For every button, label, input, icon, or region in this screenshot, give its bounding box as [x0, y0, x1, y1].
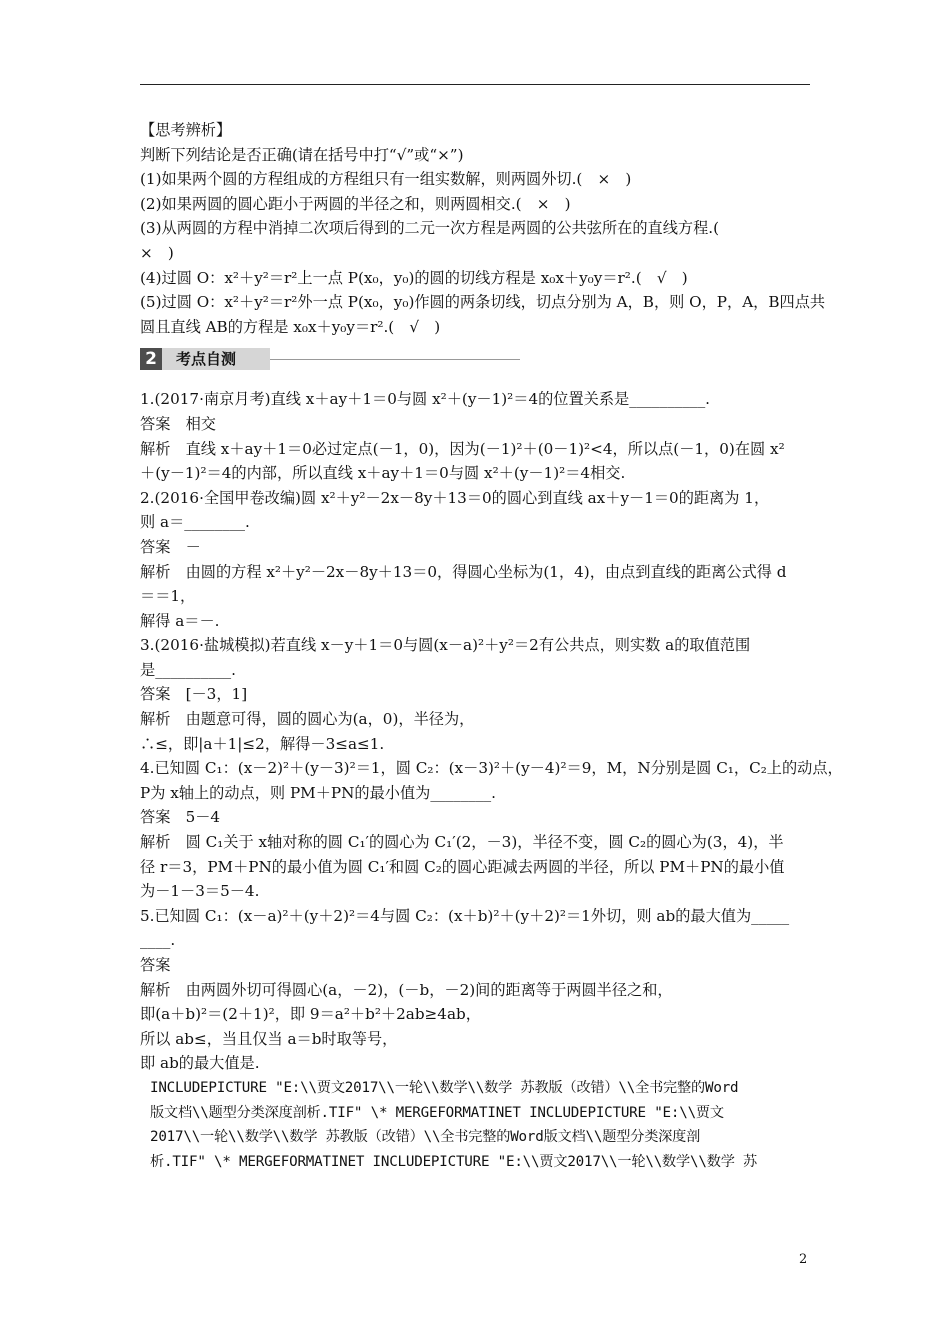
section-header — [140, 345, 820, 375]
text-line: 径 r＝3，PM＋PN的最小值为圆 C₁′和圆 C₂的圆心距减去两圆的半径，所以 PM＋PN的最小值 — [140, 857, 785, 876]
text-line: 为－1－3＝5－4. — [140, 882, 260, 901]
text-line: P为 x轴上的动点，则 PM＋PN的最小值为________. — [140, 783, 496, 802]
field-code-line: 2017\\一轮\\数学\\数学 苏教版（改错）\\全书完整的Word版文档\\题型分类深度剖 — [150, 1129, 701, 1146]
field-code-block — [140, 1076, 820, 1174]
text-line: 所以 ab≤，当且仅当 a＝b时取等号， — [140, 1029, 398, 1048]
text-line: ＋(y－1)²＝4的内部，所以直线 x＋ay＋1＝0与圆 x²＋(y－1)²＝4相交. — [140, 464, 626, 483]
field-code-line: INCLUDEPICTURE "E:\\贾文2017\\一轮\\数学\\数学 苏教版（改错）\\全书完整的Word — [150, 1079, 739, 1096]
text-line: 5.已知圆 C₁：(x－a)²＋(y＋2)²＝4与圆 C₂：(x＋b)²＋(y＋2)²＝1外切，则 ab的最大值为_____ — [140, 906, 790, 925]
text-line: 解析 由两圆外切可得圆心(a，－2)，(－b，－2)间的距离等于两圆半径之和， — [140, 980, 673, 999]
section-title: 考点自测 — [176, 350, 237, 369]
text-line: 解析 由题意可得，圆的圆心为(a，0)，半径为， — [140, 710, 475, 729]
text-line: 解析 直线 x＋ay＋1＝0必过定点(－1，0)，因为(－1)²＋(0－1)²<4，所以点(－1，0)在圆 x² — [140, 439, 785, 458]
exercise-block — [140, 387, 843, 1076]
section-divider — [270, 359, 520, 360]
text-line: 解析 由圆的方程 x²＋y²－2x－8y＋13＝0，得圆心坐标为(1，4)，由点到直线的距离公式得 d — [140, 562, 787, 581]
text-line: × ) — [140, 243, 174, 262]
text-line: 即 ab的最大值是. — [140, 1054, 260, 1073]
text-line: 判断下列结论是否正确(请在括号中打“√”或“×”) — [140, 145, 464, 164]
text-line: ＝＝1， — [140, 587, 196, 606]
text-line: 是__________. — [140, 660, 236, 679]
page-content — [140, 118, 843, 1174]
thinking-block — [140, 118, 826, 339]
text-line: 答案 相交 — [140, 414, 216, 433]
text-line: 【思考辨析】 — [140, 121, 232, 139]
text-line: 答案 — [140, 956, 171, 974]
text-line: ____. — [140, 931, 176, 950]
text-line: 答案 5－4 — [140, 808, 221, 827]
section-number: 2 — [140, 348, 162, 370]
text-line: (5)过圆 O：x²＋y²＝r²外一点 P(x₀，y₀)作圆的两条切线，切点分别为 A，B，则 O，P，A，B四点共 — [140, 293, 826, 312]
text-line: 2.(2016·全国甲卷改编)圆 x²＋y²－2x－8y＋13＝0的圆心到直线 ax＋y－1＝0的距离为 1， — [140, 488, 770, 507]
text-line: (1)如果两个圆的方程组成的方程组只有一组实数解，则两圆外切.( × ) — [140, 170, 632, 189]
text-line: 即(a＋b)²＝(2＋1)²，即 9＝a²＋b²＋2ab≥4ab， — [140, 1005, 481, 1024]
text-line: 3.(2016·盐城模拟)若直线 x－y＋1＝0与圆(x－a)²＋y²＝2有公共点，则实数 a的取值范围 — [140, 636, 751, 655]
text-line: 1.(2017·南京月考)直线 x＋ay＋1＝0与圆 x²＋(y－1)²＝4的位置关系是__________. — [140, 390, 711, 409]
header-rule — [140, 84, 810, 85]
text-line: (2)如果两圆的圆心距小于两圆的半径之和，则两圆相交.( × ) — [140, 194, 571, 213]
text-line: 答案 － — [140, 537, 201, 556]
field-code-line: 析.TIF" \* MERGEFORMATINET INCLUDEPICTURE "E:\\贾文2017\\一轮\\数学\\数学 苏 — [150, 1153, 758, 1170]
text-line: 则 a＝________. — [140, 513, 250, 532]
text-line: 答案 [－3，1] — [140, 685, 248, 704]
text-line: 4.已知圆 C₁：(x－2)²＋(y－3)²＝1，圆 C₂：(x－3)²＋(y－4)²＝9，M，N分别是圆 C₁，C₂上的动点， — [140, 759, 843, 778]
text-line: 解得 a＝－. — [140, 611, 220, 630]
text-line: (4)过圆 O：x²＋y²＝r²上一点 P(x₀，y₀)的圆的切线方程是 x₀x＋y₀y＝r².( √ ) — [140, 268, 688, 287]
page-number: 2 — [799, 1252, 808, 1267]
field-code-line: 版文档\\题型分类深度剖析.TIF" \* MERGEFORMATINET INCLUDEPICTURE "E:\\贾文 — [150, 1104, 724, 1121]
text-line: 圆且直线 AB的方程是 x₀x＋y₀y＝r².( √ ) — [140, 317, 441, 336]
text-line: (3)从两圆的方程中消掉二次项后得到的二元一次方程是两圆的公共弦所在的直线方程.( — [140, 219, 720, 238]
text-line: 解析 圆 C₁关于 x轴对称的圆 C₁′的圆心为 C₁′(2，－3)，半径不变，圆 C₂的圆心为(3，4)，半 — [140, 833, 784, 852]
text-line: ∴≤，即|a＋1|≤2，解得－3≤a≤1. — [140, 734, 385, 753]
